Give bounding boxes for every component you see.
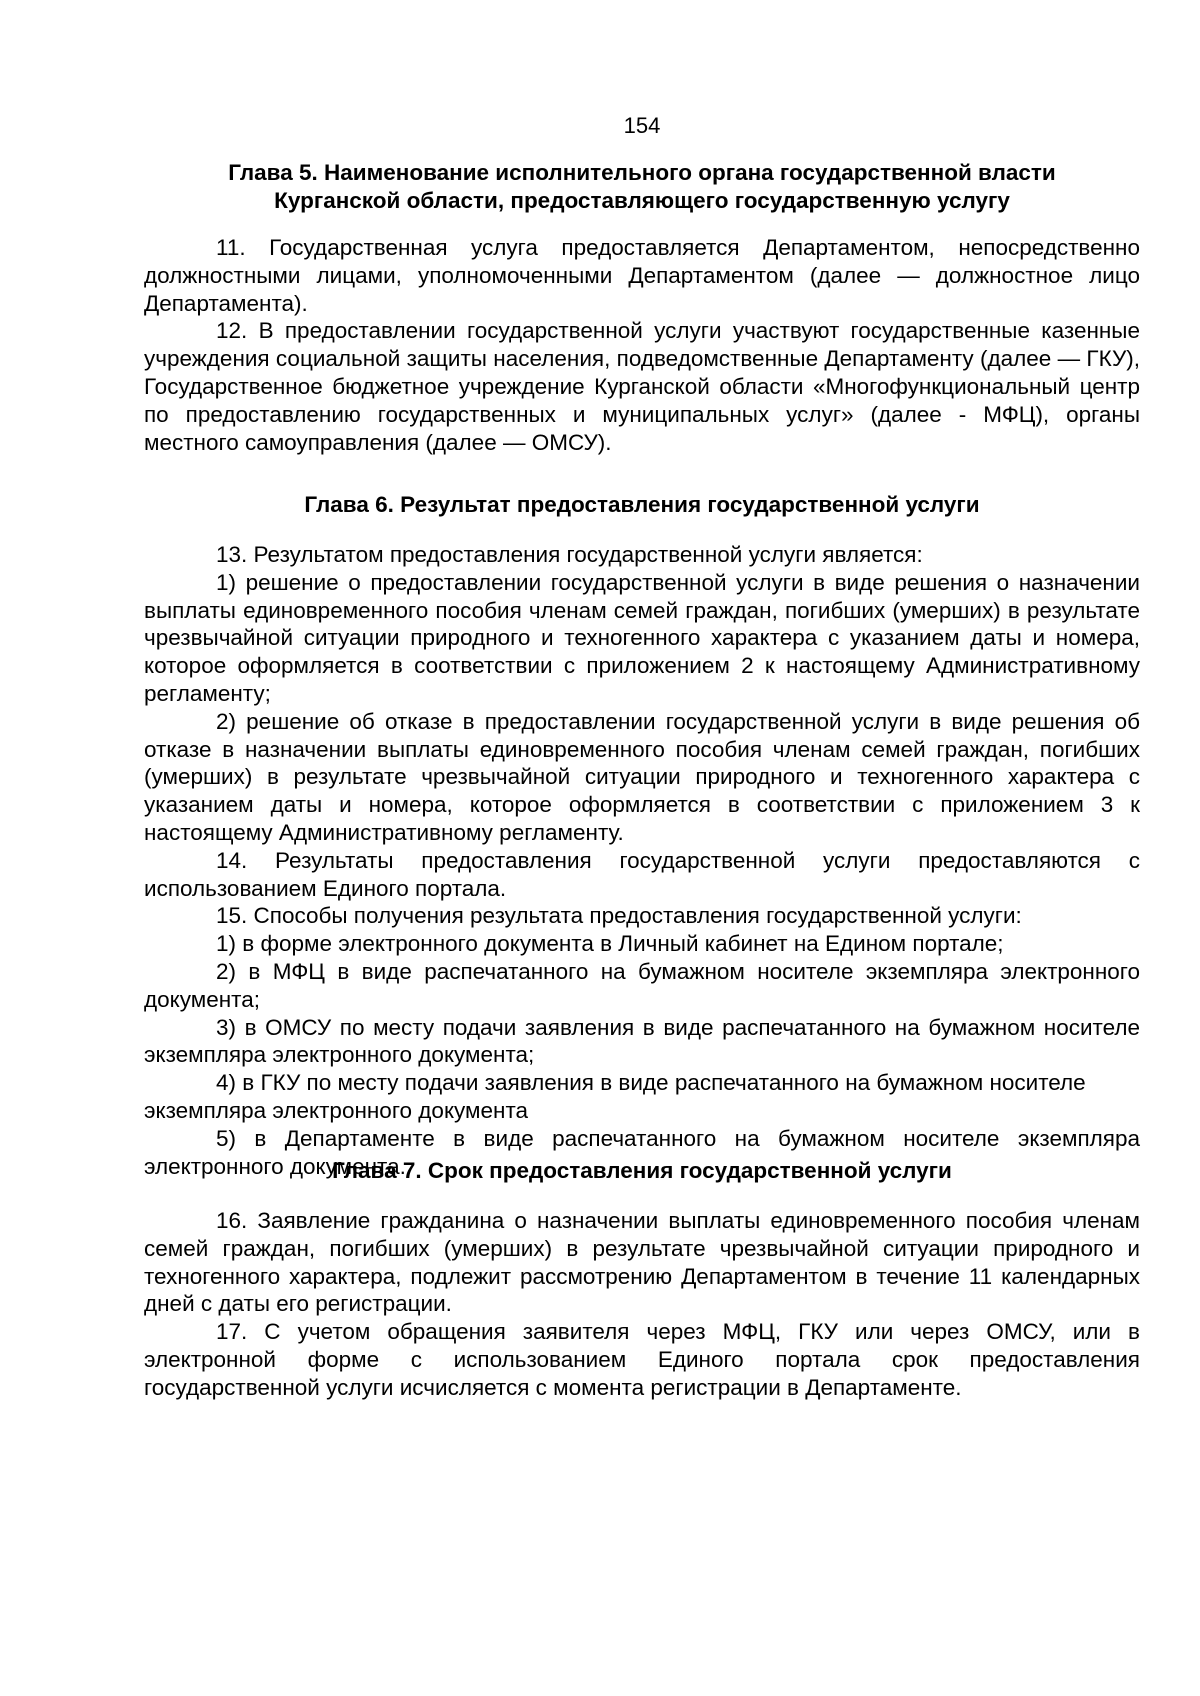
chapter-6-body bbox=[144, 541, 1140, 1180]
paragraph-13-item-1: 1) решение о предоставлении государственной услуги в виде решения о назначении выплаты единовременного пособия членам семей граждан, погибших (умерших) в результате чрезвычайной ситуации природного и техногенного характера с указанием даты и номера, которое оформляется в соответствии с приложением 2 к настоящему Административному регламенту; bbox=[144, 569, 1140, 706]
paragraph-15-item-1: 1) в форме электронного документа в Личный кабинет на Едином портале; bbox=[216, 931, 1004, 957]
chapter-5-title-line-2: Курганской области, предоставляющего государственную услугу bbox=[274, 188, 1010, 213]
paragraph-15-item-5: 5) в Департаменте в виде распечатанного на бумажном носителе экземпляра электронного документа. bbox=[144, 1125, 1140, 1179]
paragraph-12: 12. В предоставлении государственной услуги участвуют государственные казенные учреждения социальной защиты населения, подведомственные Департаменту (далее — ГКУ), Государственное бюджетное учреждение Курганской области «Многофункциональный центр по предоставлению государственных и муниципальных услуг» (далее - МФЦ), органы местного самоуправления (далее — ОМСУ). bbox=[144, 318, 1140, 455]
paragraph-13-item-2: 2) решение об отказе в предоставлении государственной услуги в виде решения об отказе в назначении выплаты единовременного пособия членам семей граждан, погибших (умерших) в результате чрезвычайной ситуации природного и техногенного характера с указанием даты и номера, которое оформляется в соответствии с приложением 3 к настоящему Административному регламенту. bbox=[144, 708, 1140, 845]
chapter-5-title-line-1: Глава 5. Наименование исполнительного органа государственной власти bbox=[228, 160, 1056, 185]
chapter-7-title: Глава 7. Срок предоставления государственной услуги bbox=[332, 1158, 952, 1183]
paragraph-11: 11. Государственная услуга предоставляется Департаментом, непосредственно должностными лицами, уполномоченными Департаментом (далее — должностное лицо Департамента). bbox=[144, 235, 1140, 316]
paragraph-15-item-3: 3) в ОМСУ по месту подачи заявления в виде распечатанного на бумажном носителе экземпляра электронного документа; bbox=[144, 1014, 1140, 1068]
paragraph-17: 17. С учетом обращения заявителя через МФЦ, ГКУ или через ОМСУ, или в электронной форме с использованием Единого портала срок предоставления государственной услуги исчисляется с момента регистрации в Департаменте. bbox=[144, 1319, 1140, 1400]
chapter-6-title: Глава 6. Результат предоставления государственной услуги bbox=[304, 492, 980, 517]
paragraph-14: 14. Результаты предоставления государственной услуги предоставляются с использованием Единого портала. bbox=[144, 847, 1140, 901]
paragraph-13: 13. Результатом предоставления государственной услуги является: bbox=[216, 542, 923, 567]
paragraph-15-item-4: 4) в ГКУ по месту подачи заявления в виде распечатанного на бумажном носителе экземпляра электронного документа bbox=[144, 1070, 1086, 1123]
page-number: 154 bbox=[623, 113, 661, 138]
chapter-5-title bbox=[144, 159, 1140, 215]
chapter-7-body bbox=[144, 1207, 1140, 1402]
paragraph-16: 16. Заявление гражданина о назначении выплаты единовременного пособия членам семей граждан, погибших (умерших) в результате чрезвычайной ситуации природного и техногенного характера, подлежит рассмотрению Департаментом в течение 11 календарных дней с даты его регистрации. bbox=[144, 1208, 1140, 1317]
paragraph-15-item-2: 2) в МФЦ в виде распечатанного на бумажном носителе экземпляра электронного документа; bbox=[144, 958, 1140, 1012]
paragraph-15: 15. Способы получения результата предоставления государственной услуги: bbox=[216, 903, 1022, 929]
chapter-5-body bbox=[144, 234, 1140, 456]
